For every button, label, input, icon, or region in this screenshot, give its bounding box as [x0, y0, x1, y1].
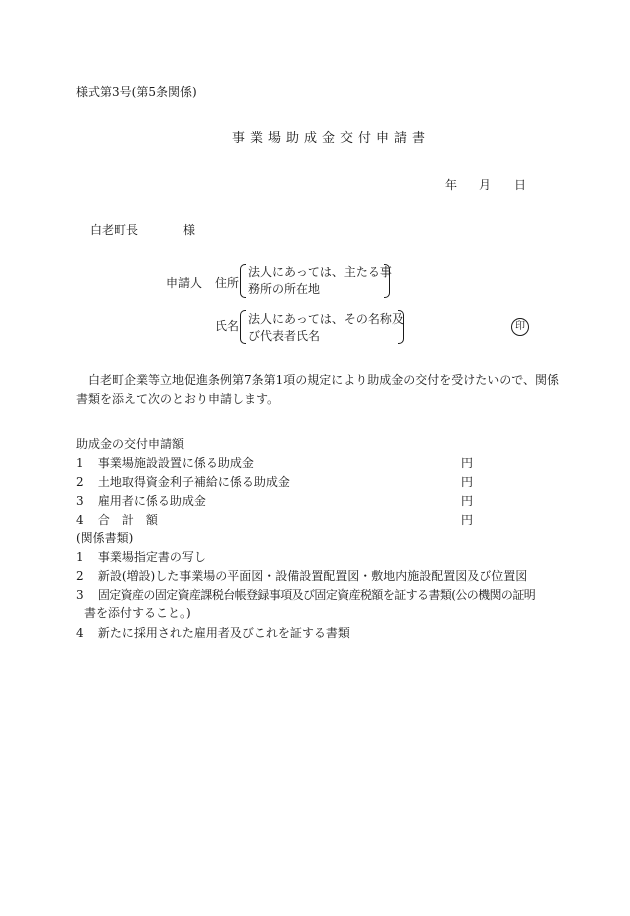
address-bracket-left [240, 264, 246, 298]
document-item [76, 587, 535, 603]
amount-item-label: 合 計 額 [97, 513, 158, 527]
amounts-heading: 助成金の交付申請額 [76, 437, 185, 451]
amount-item-unit: 円 [461, 494, 474, 508]
name-bracket-left [240, 310, 246, 344]
address-note-1: 法人にあっては、主たる事 [248, 265, 392, 279]
amount-item-label: 事業場施設設置に係る助成金 [97, 456, 254, 470]
amount-item-no: 1 [76, 456, 84, 470]
addressee-honorific: 様 [183, 223, 196, 237]
amount-item-total [76, 512, 476, 528]
document-item-text: 事業場指定書の写し [97, 550, 206, 564]
applicant-label: 申請人 [166, 276, 203, 290]
seal-mark: 印 [511, 318, 529, 336]
document-item [76, 568, 527, 584]
amount-item [76, 474, 476, 490]
addressee-name: 白老町長 [90, 223, 139, 237]
amount-item-unit: 円 [461, 475, 474, 489]
body-line-1: 白老町企業等立地促進条例第7条第1項の規定により助成金の交付を受けたいので、関係 [88, 373, 560, 387]
date-year: 年 [445, 178, 458, 192]
amount-item-no: 4 [76, 513, 84, 527]
document-item-no: 3 [76, 588, 84, 602]
name-note-1: 法人にあっては、その名称及 [248, 312, 404, 326]
name-bracket-right [398, 310, 404, 344]
name-note-2: び代表者氏名 [248, 329, 321, 343]
address-bracket-right [384, 264, 390, 298]
body-line-2: 書類を添えて次のとおり申請します。 [76, 392, 280, 406]
document-item-no: 2 [76, 569, 84, 583]
amount-item-label: 雇用者に係る助成金 [97, 494, 206, 508]
name-label: 氏名 [215, 319, 240, 333]
amount-item-unit: 円 [461, 513, 474, 527]
amount-item [76, 493, 476, 509]
page-title: 事業場助成金交付申請書 [232, 131, 431, 146]
document-item-text: 新たに採用された雇用者及びこれを証する書類 [97, 626, 350, 640]
documents-heading: (関係書類) [76, 531, 134, 545]
amount-item-no: 2 [76, 475, 84, 489]
document-item-text: 固定資産の固定資産課税台帳登録事項及び固定資産税額を証する書類(公の機関の証明 [97, 588, 536, 602]
address-label: 住所 [215, 276, 240, 290]
document-item [76, 549, 206, 565]
document-item-text: 新設(増設)した事業場の平面図・設備設置配置図・敷地内施設配置図及び位置図 [97, 569, 528, 583]
amount-item-unit: 円 [461, 456, 474, 470]
document-item [76, 625, 350, 641]
form-number: 様式第3号(第5条関係) [76, 85, 197, 99]
amount-item-no: 3 [76, 494, 84, 508]
document-item-no: 4 [76, 626, 84, 640]
amount-item [76, 455, 476, 471]
document-item-continuation: 書を添付すること。) [84, 606, 191, 620]
amount-item-label: 土地取得資金利子補給に係る助成金 [97, 475, 290, 489]
date-day: 日 [514, 178, 527, 192]
document-item-no: 1 [76, 550, 84, 564]
date-month: 月 [479, 178, 492, 192]
address-note-2: 務所の所在地 [248, 282, 321, 296]
